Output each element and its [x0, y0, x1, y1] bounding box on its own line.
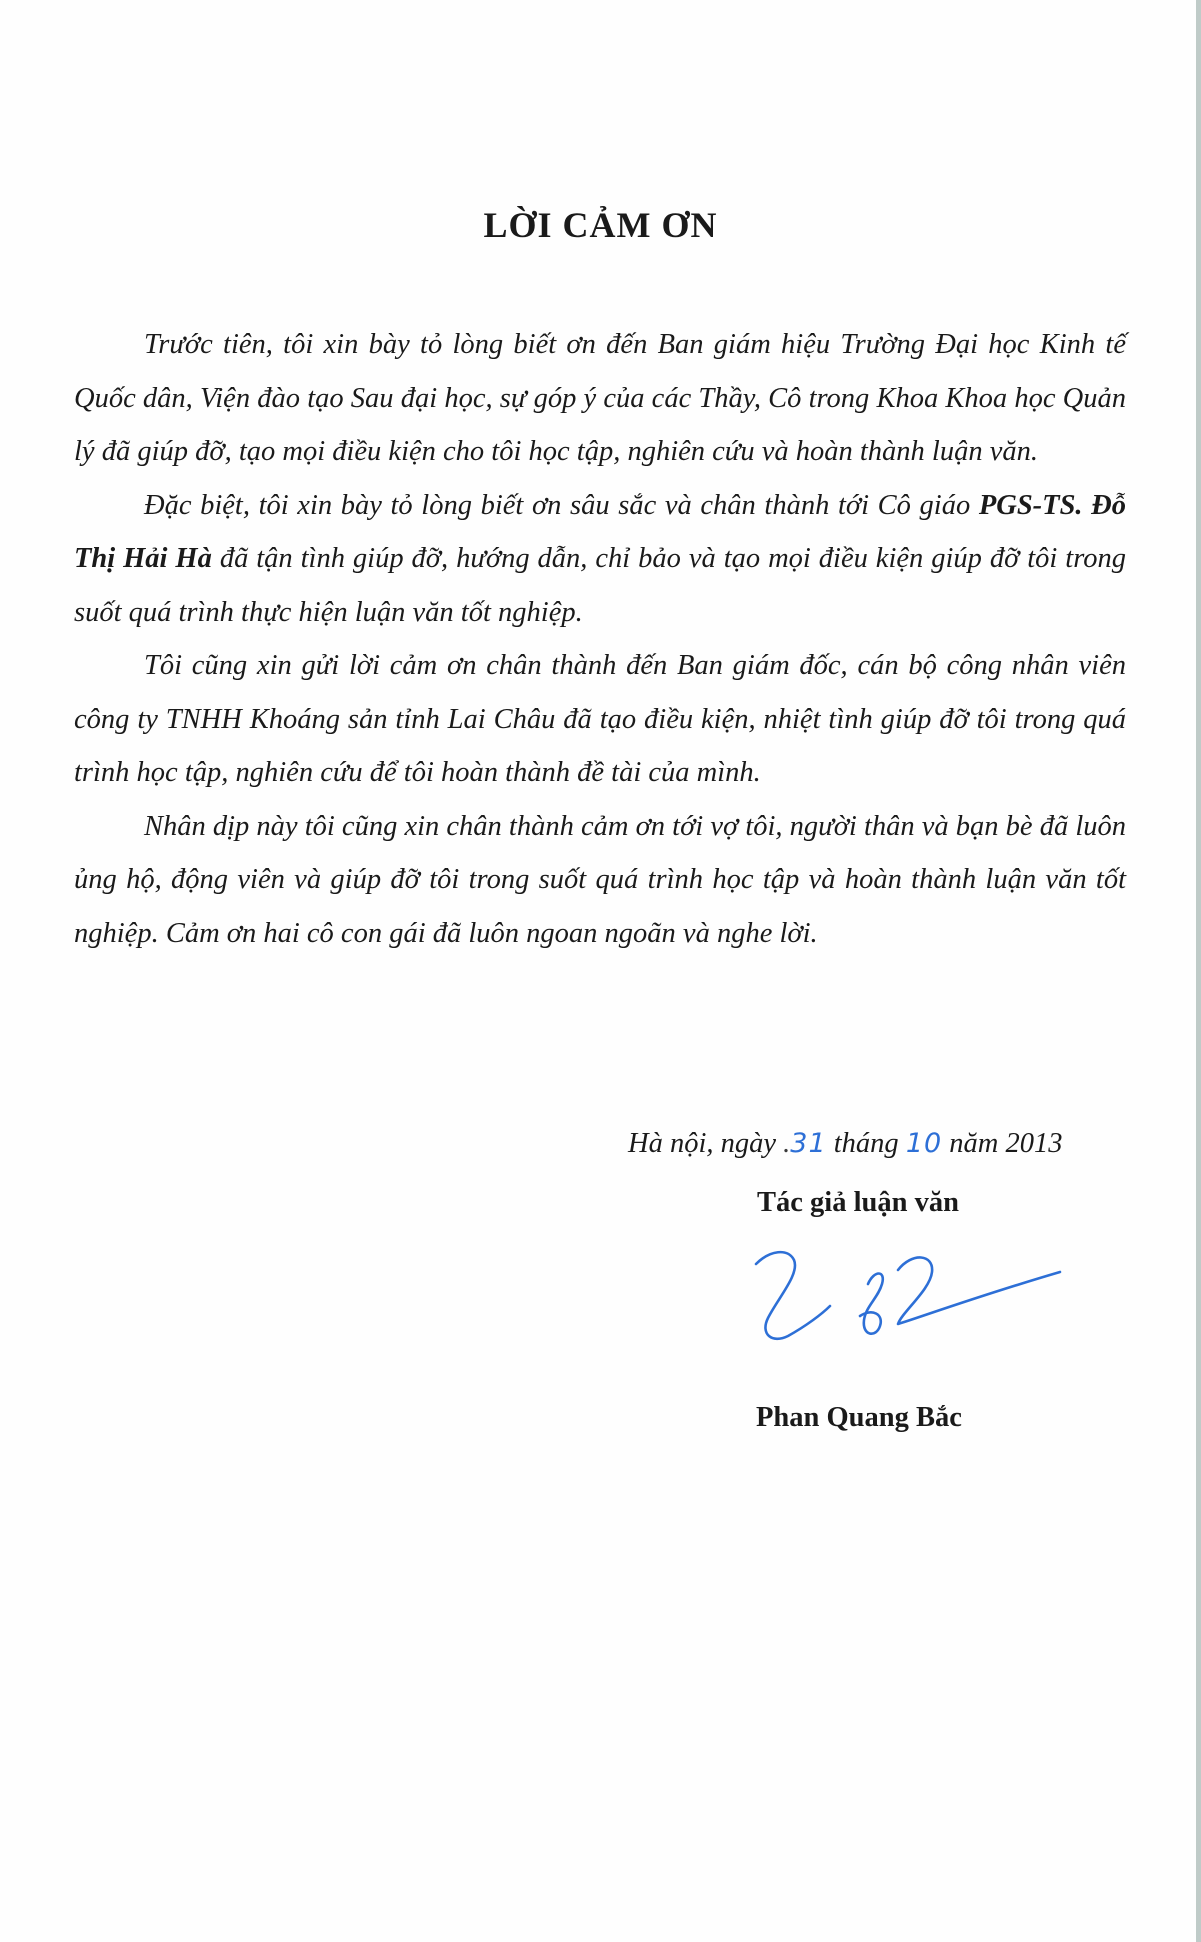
supervisor-name: PGS-TS. Đỗ Thị Hải Hà — [74, 489, 1127, 574]
dateline — [628, 1128, 1063, 1160]
day-dots: . — [783, 1128, 791, 1159]
paragraph-3: Tôi cũng xin gửi lời cảm ơn chân thành đến Ban giám đốc, cán bộ công nhân viên công ty TNHH Khoáng sản tỉnh Lai Châu đã tạo điều kiện, nhiệt tình giúp đỡ tôi trong quá trình học tập, nghiên cứu để tôi hoàn thành đề tài của mình. — [74, 650, 1126, 788]
scan-edge — [1196, 0, 1201, 1942]
handwritten-day: 31 — [790, 1128, 827, 1159]
author-role: Tác giả luận văn — [757, 1187, 959, 1218]
body-text — [74, 318, 1126, 960]
handwritten-month: 10 — [905, 1128, 943, 1159]
paragraph-2-rest: đã tận tình giúp đỡ, hướng dẫn, chỉ bảo và tạo mọi điều kiện giúp đỡ tôi trong suốt quá trình thực hiện luận văn tốt nghiệp. — [74, 543, 1127, 628]
dateline-prefix: Hà nội, ngày — [628, 1128, 777, 1159]
page-title: LỜI CẢM ƠN — [483, 205, 718, 245]
paragraph-1: Trước tiên, tôi xin bày tỏ lòng biết ơn đến Ban giám hiệu Trường Đại học Kinh tế Quốc dân, Viện đào tạo Sau đại học, sự góp ý của các Thầy, Cô trong Khoa Khoa học Quản lý đã giúp đỡ, tạo mọi điều kiện cho tôi học tập, nghiên cứu và hoàn thành luận văn. — [74, 329, 1126, 467]
paragraph-2 — [74, 479, 1126, 640]
author-name: Phan Quang Bắc — [756, 1402, 962, 1433]
paragraph-2-lead: Đặc biệt, tôi xin bày tỏ lòng biết ơn sâu sắc và chân thành tới Cô giáo — [144, 489, 971, 521]
paragraph-4: Nhân dịp này tôi cũng xin chân thành cảm ơn tới vợ tôi, người thân và bạn bè đã luôn ủng hộ, động viên và giúp đỡ tôi trong suốt quá trình học tập và hoàn thành luận văn tốt nghiệp. Cảm ơn hai cô con gái đã luôn ngoan ngoãn và nghe lời. — [74, 810, 1126, 949]
dateline-month-label: tháng — [833, 1128, 899, 1159]
handwritten-signature — [748, 1240, 1068, 1360]
dateline-year: năm 2013 — [949, 1128, 1063, 1159]
